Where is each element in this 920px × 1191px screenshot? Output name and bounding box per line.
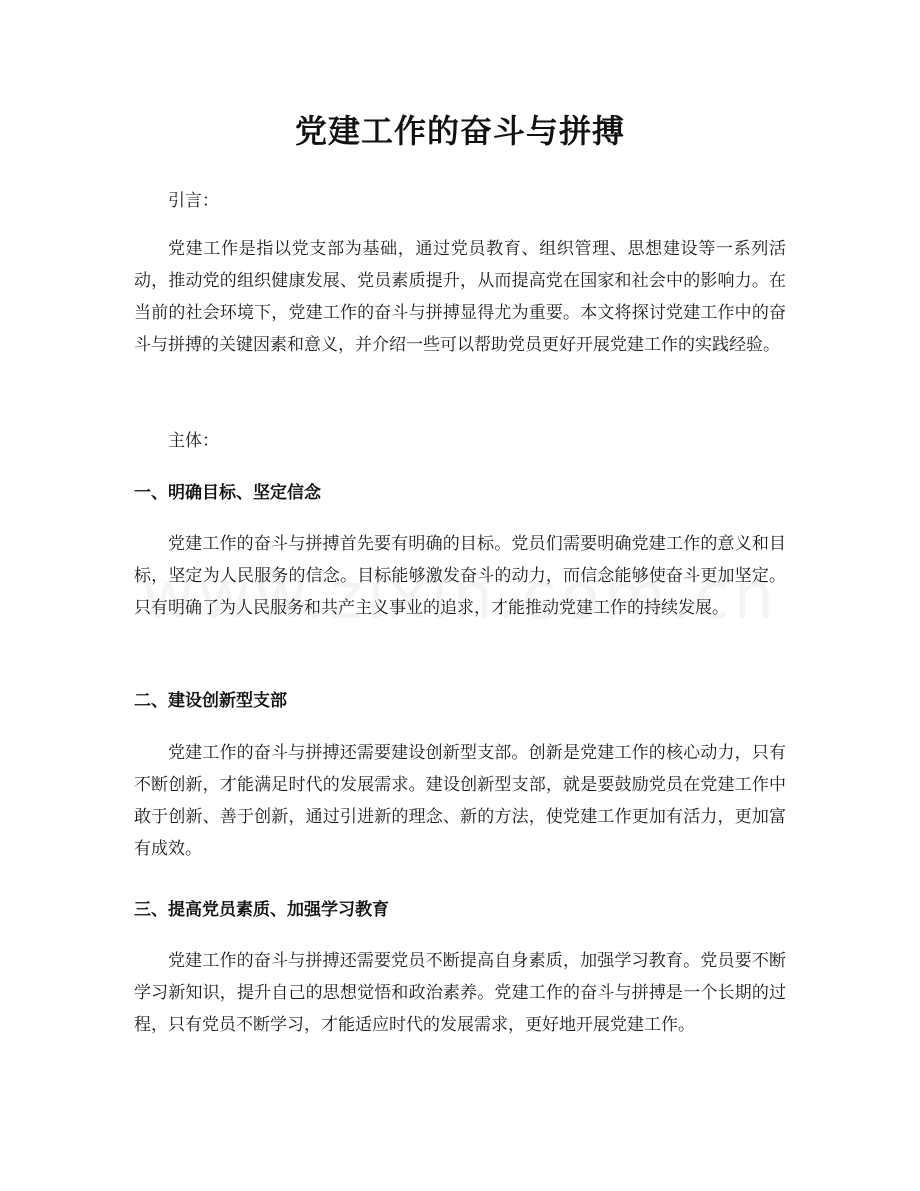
section-heading-2: 二、建设创新型支部 <box>134 691 287 711</box>
intro-label: 引言： <box>168 191 219 211</box>
section-heading-3: 三、提高党员素质、加强学习教育 <box>134 900 389 920</box>
document-title: 党建工作的奋斗与拼搏 <box>294 112 625 150</box>
section-paragraph-2: 党建工作的奋斗与拼搏还需要建设创新型支部。创新是党建工作的核心动力，只有不断创新，才能满足时代的发展需求。建设创新型支部，就是要鼓励党员在党建工作中敢于创新、善于创新，通过引进新的理念、新的方法，使党建工作更加有活力，更加富有成效。 <box>134 743 786 859</box>
intro-paragraph: 党建工作是指以党支部为基础，通过党员教育、组织管理、思想建设等一系列活动，推动党的组织健康发展、党员素质提升，从而提高党在国家和社会中的影响力。在当前的社会环境下，党建工作的奋斗与拼搏显得尤为重要。本文将探讨党建工作中的奋斗与拼搏的关键因素和意义，并介绍一些可以帮助党员更好开展党建工作的实践经验。 <box>134 239 786 355</box>
body-label: 主体： <box>168 431 219 451</box>
section-heading-1: 一、明确目标、坚定信念 <box>134 483 321 503</box>
section-paragraph-1: 党建工作的奋斗与拼搏首先要有明确的目标。党员们需要明确党建工作的意义和目标，坚定为人民服务的信念。目标能够激发奋斗的动力，而信念能够使奋斗更加坚定。只有明确了为人民服务和共产主义事业的追求，才能推动党建工作的持续发展。 <box>134 534 786 618</box>
section-paragraph-3: 党建工作的奋斗与拼搏还需要党员不断提高自身素质，加强学习教育。党员要不断学习新知识，提升自己的思想觉悟和政治素养。党建工作的奋斗与拼搏是一个长期的过程，只有党员不断学习，才能适应时代的发展需求，更好地开展党建工作。 <box>134 951 786 1035</box>
